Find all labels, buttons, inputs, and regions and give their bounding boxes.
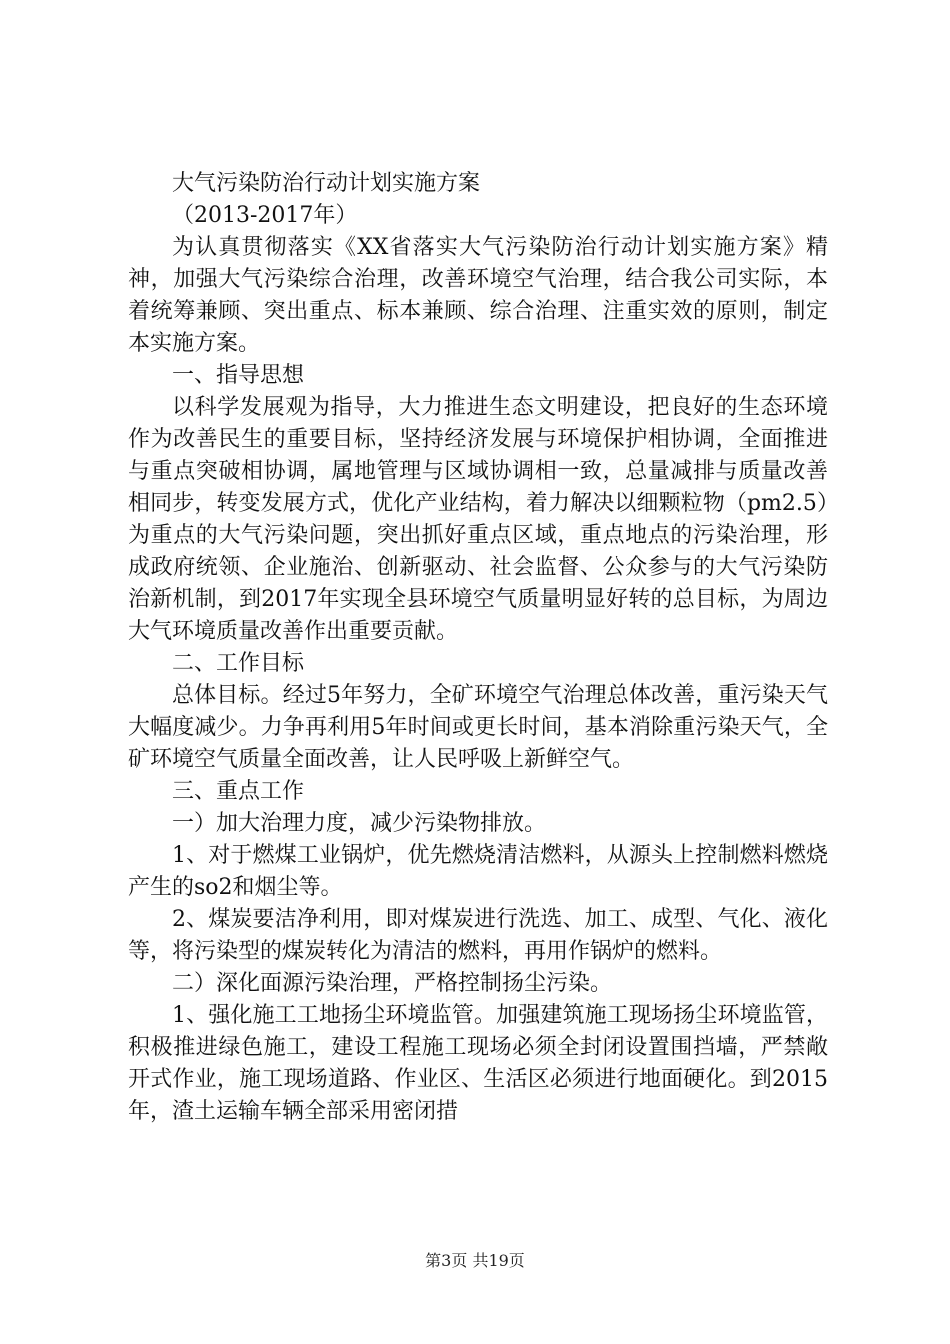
section-heading-work-goals: 二、工作目标 bbox=[172, 651, 305, 676]
subsection-heading-dust-control: 二）深化面源污染治理，严格控制扬尘污染。 bbox=[172, 971, 613, 996]
page-number-footer: 第3页 共19页 bbox=[425, 1251, 525, 1270]
paragraph-intro: 为认真贯彻落实《XX省落实大气污染防治行动计划实施方案》精神，加强大气污染综合治理，改善环境空气治理，结合我公司实际，本着统筹兼顾、突出重点、标本兼顾、综合治理、注重实效的原则，制定本实施方案。 bbox=[128, 235, 828, 356]
section-heading-key-work: 三、重点工作 bbox=[172, 779, 305, 804]
document-title: 大气污染防治行动计划实施方案 bbox=[172, 171, 481, 196]
paragraph-construction-dust: 1、强化施工工地扬尘环境监管。加强建筑施工现场扬尘环境监管，积极推进绿色施工，建设工程施工现场必须全封闭设置围挡墙，严禁敞开式作业，施工现场道路、作业区、生活区必须进行地面硬化。到2015年，渣土运输车辆全部采用密闭措 bbox=[128, 1003, 828, 1124]
paragraph-coal-boilers: 1、对于燃煤工业锅炉，优先燃烧清洁燃料，从源头上控制燃料燃烧产生的so2和烟尘等。 bbox=[128, 843, 828, 900]
document-subtitle: （2013-2017年） bbox=[172, 203, 358, 228]
document-body bbox=[128, 168, 828, 1128]
subsection-heading-governance: 一）加大治理力度，减少污染物排放。 bbox=[172, 811, 547, 836]
section-heading-guiding-ideology: 一、指导思想 bbox=[172, 363, 305, 388]
paragraph-work-goals: 总体目标。经过5年努力，全矿环境空气治理总体改善，重污染天气大幅度减少。力争再利用5年时间或更长时间，基本消除重污染天气，全矿环境空气质量全面改善，让人民呼吸上新鲜空气。 bbox=[128, 683, 828, 772]
paragraph-guiding-ideology: 以科学发展观为指导，大力推进生态文明建设，把良好的生态环境作为改善民生的重要目标，坚持经济发展与环境保护相协调，全面推进与重点突破相协调，属地管理与区域协调相一致，总量减排与质量改善相同步，转变发展方式，优化产业结构，着力解决以细颗粒物（pm2.5）为重点的大气污染问题，突出抓好重点区域，重点地点的污染治理，形成政府统领、企业施治、创新驱动、社会监督、公众参与的大气污染防治新机制，到2017年实现全县环境空气质量明显好转的总目标，为周边大气环境质量改善作出重要贡献。 bbox=[128, 395, 828, 644]
paragraph-clean-coal: 2、煤炭要洁净利用，即对煤炭进行洗选、加工、成型、气化、液化等，将污染型的煤炭转化为清洁的燃料，再用作锅炉的燃料。 bbox=[128, 907, 828, 964]
